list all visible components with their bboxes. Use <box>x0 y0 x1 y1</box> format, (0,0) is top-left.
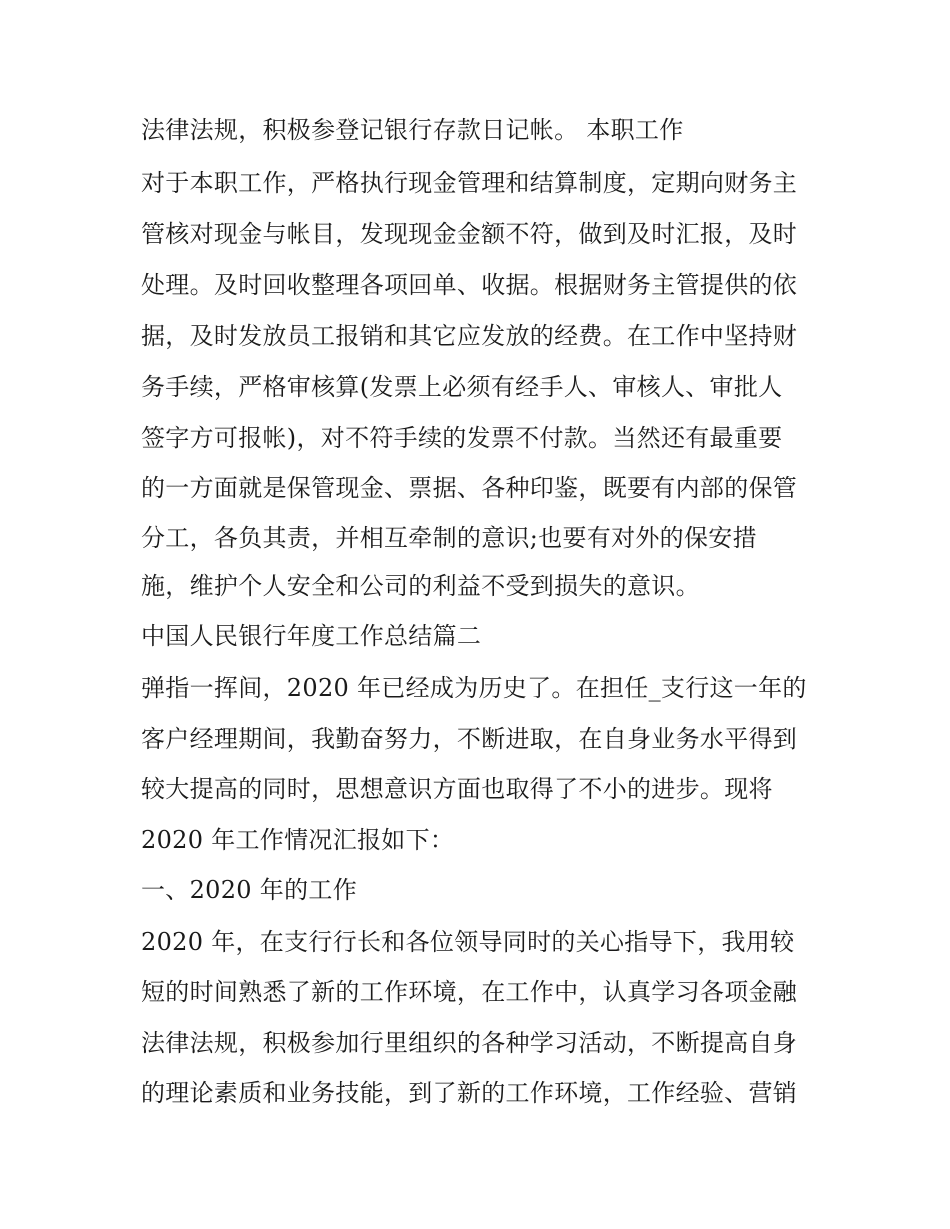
text-line: 法律法规，积极参加行里组织的各种学习活动，不断提高自身 <box>141 1029 798 1057</box>
text-line: 客户经理期间，我勤奋努力，不断进取，在自身业务水平得到 <box>141 725 798 753</box>
text-line: 较大提高的同时，思想意识方面也取得了不小的进步。现将 <box>141 775 773 803</box>
text-line: 对于本职工作，严格执行现金管理和结算制度，定期向财务主 <box>141 169 798 197</box>
text-line: 短的时间熟悉了新的工作环境，在工作中，认真学习各项金融 <box>141 978 798 1006</box>
text-line: 2020 年工作情况汇报如下： <box>141 826 455 854</box>
section-heading: 中国人民银行年度工作总结篇二 <box>141 622 482 650</box>
subsection-heading: 一、2020 年的工作 <box>141 876 358 904</box>
text-line: 2020 年，在支行行长和各位领导同时的关心指导下，我用较 <box>141 928 795 956</box>
text-line: 务手续，严格审核算(发票上必须有经手人、审核人、审批人 <box>141 373 783 401</box>
text-line: 施，维护个人安全和公司的利益不受到损失的意识。 <box>141 572 700 600</box>
text-line: 法律法规，积极参登记银行存款日记帐。 本职工作 <box>141 116 684 144</box>
text-line: 的理论素质和业务技能，到了新的工作环境，工作经验、营销 <box>141 1079 798 1107</box>
text-line: 管核对现金与帐目，发现现金金额不符，做到及时汇报，及时 <box>141 220 798 248</box>
text-line: 的一方面就是保管现金、票据、各种印鉴，既要有内部的保管 <box>141 474 798 502</box>
text-line: 据，及时发放员工报销和其它应发放的经费。在工作中坚持财 <box>141 322 798 350</box>
text-line: 分工，各负其责，并相互牵制的意识;也要有对外的保安措 <box>141 524 757 552</box>
text-line: 弹指一挥间，2020 年已经成为历史了。在担任_支行这一年的 <box>141 674 807 702</box>
text-line: 签字方可报帐)，对不符手续的发票不付款。当然还有最重要 <box>141 424 783 452</box>
text-line: 处理。及时回收整理各项回单、收据。根据财务主管提供的依 <box>141 271 798 299</box>
